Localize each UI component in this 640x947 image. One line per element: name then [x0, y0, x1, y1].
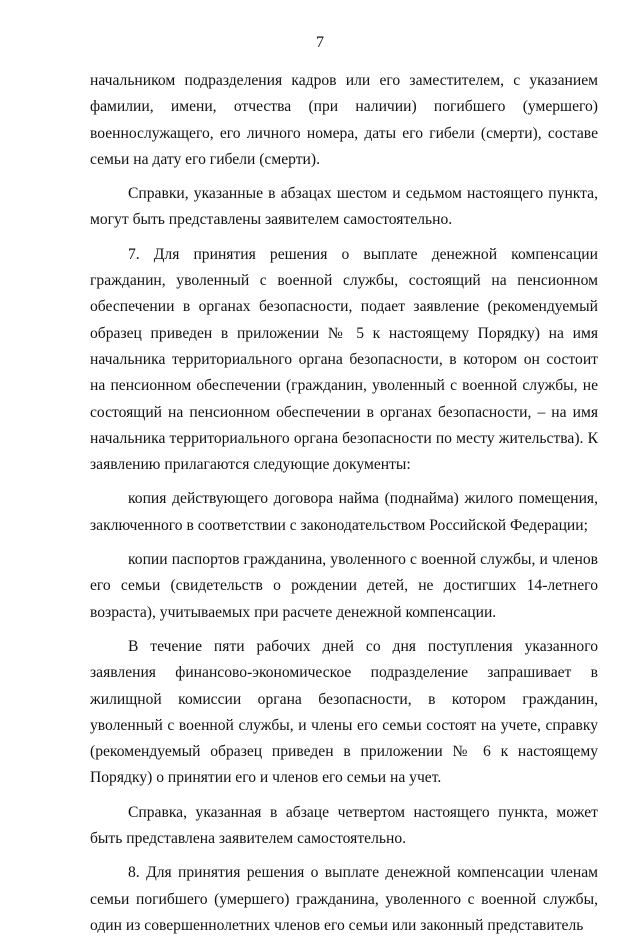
- paragraph-item-8: 8. Для принятия решения о выплате денежной компенсации членам семьи погибшего (умершего) гражданина, уволенного с военной службы, один из совершеннолетних членов его семьи или законный представитель: [90, 864, 598, 934]
- paragraph-passport-copies: копии паспортов гражданина, уволенного с военной службы, и членов его семьи (свидетельств о рождении детей, не достигших 14-летнего возраста), учитываемых при расчете денежной компенсации.: [90, 551, 598, 621]
- paragraph-item-7: 7. Для принятия решения о выплате денежной компенсации гражданин, уволенный с военной службы, состоящий на пенсионном обеспечении в органах безопасности, подает заявление (рекомендуемый образец приведен в приложении № 5 к настоящему Порядку) на имя начальника территориального органа безопасности, в котором он состоит на пенсионном обеспечении (гражданин, уволенный с военной службы, не состоящий на пенсионном обеспечении в органах безопасности, – на имя начальника территориального органа безопасности по месту жительства). К заявлению прилагаются следующие документы:: [90, 245, 598, 474]
- paragraph-five-days: В течение пяти рабочих дней со дня поступления указанного заявления финансово-экономическое подразделение запрашивает в жилищной комиссии органа безопасности, в котором гражданин, уволенный с военной службы, и члены его семьи состоят на учете, справку (рекомендуемый образец приведен в приложении № 6 к настоящему Порядку) о принятии его и членов его семьи на учет.: [90, 637, 598, 787]
- page-number: 7: [316, 34, 324, 51]
- paragraph-certificates-note: Справки, указанные в абзацах шестом и седьмом настоящего пункта, могут быть представлены заявителем самостоятельно.: [90, 185, 598, 229]
- paragraph-continuation: начальником подразделения кадров или его заместителем, с указанием фамилии, имени, отчества (при наличии) погибшего (умершего) военнослужащего, его личного номера, даты его гибели (смерти), составе семьи на дату его гибели (смерти).: [90, 72, 598, 168]
- document-body: [90, 68, 598, 947]
- paragraph-lease-copy: копия действующего договора найма (поднайма) жилого помещения, заключенного в соответствии с законодательством Российской Федерации;: [90, 490, 598, 534]
- paragraph-certificate-self: Справка, указанная в абзаце четвертом настоящего пункта, может быть представлена заявителем самостоятельно.: [90, 803, 598, 848]
